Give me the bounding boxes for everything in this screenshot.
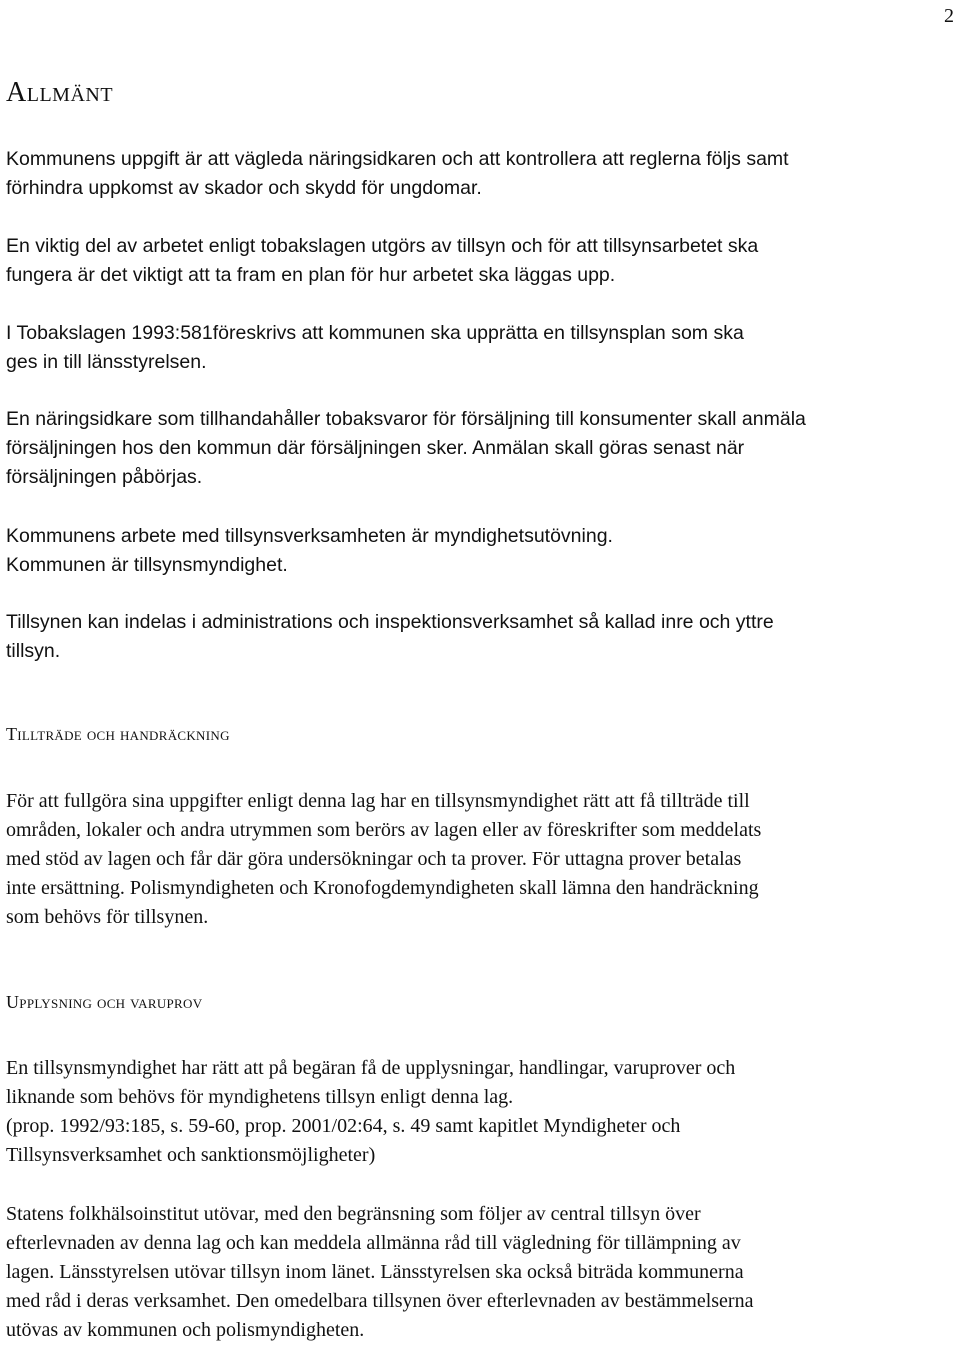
page-number: 2 xyxy=(944,5,954,27)
paragraph-line: En viktig del av arbetet enligt tobakslagen utgörs av tillsyn och för att tillsynsarbetet ska xyxy=(6,235,759,257)
paragraph-line: Statens folkhälsoinstitut utövar, med den begränsning som följer av central tillsyn över xyxy=(6,1203,701,1225)
paragraph-line: Kommunen är tillsynsmyndighet. xyxy=(6,554,288,576)
paragraph-line: som behövs för tillsynen. xyxy=(6,906,209,928)
section-heading-upplysning: Upplysning och varuprov xyxy=(6,992,203,1012)
section-heading-allmant: Allmänt xyxy=(6,77,114,108)
paragraph-line: En tillsynsmyndighet har rätt att på begäran få de upplysningar, handlingar, varuprover och xyxy=(6,1057,736,1079)
paragraph xyxy=(6,405,958,492)
paragraph-line: (prop. 1992/93:185, s. 59-60, prop. 2001/02:64, s. 49 samt kapitlet Myndigheter och xyxy=(6,1115,681,1137)
paragraph-line: Tillsynen kan indelas i administrations och inspektionsverksamhet så kallad inre och yttre xyxy=(6,611,774,633)
paragraph xyxy=(6,1054,958,1170)
paragraph-line: ges in till länsstyrelsen. xyxy=(6,351,207,373)
paragraph-line: En näringsidkare som tillhandahåller tobaksvaror för försäljning till konsumenter skall anmäla xyxy=(6,408,806,430)
paragraph xyxy=(6,232,958,290)
paragraph xyxy=(6,319,958,377)
paragraph-line: utövas av kommunen och polismyndigheten. xyxy=(6,1319,365,1341)
paragraph-line: inte ersättning. Polismyndigheten och Kronofogdemyndigheten skall lämna den handräckning xyxy=(6,877,759,899)
section-heading-tilltrade: Tillträde och handräckning xyxy=(6,724,230,744)
paragraph-line: tillsyn. xyxy=(6,640,61,662)
paragraph-line: För att fullgöra sina uppgifter enligt denna lag har en tillsynsmyndighet rätt att få tillträde till xyxy=(6,790,750,812)
paragraph-line: försäljningen påbörjas. xyxy=(6,466,203,488)
paragraph xyxy=(6,145,958,203)
paragraph-line: fungera är det viktigt att ta fram en plan för hur arbetet ska läggas upp. xyxy=(6,264,616,286)
paragraph-line: försäljningen hos den kommun där försäljningen sker. Anmälan skall göras senast när xyxy=(6,437,745,459)
paragraph-line: med råd i deras verksamhet. Den omedelbara tillsynen över efterlevnaden av bestämmelserna xyxy=(6,1290,754,1312)
paragraph-line: förhindra uppkomst av skador och skydd för ungdomar. xyxy=(6,177,482,199)
paragraph-line: Kommunens arbete med tillsynsverksamheten är myndighetsutövning. xyxy=(6,525,613,547)
paragraph xyxy=(6,1200,958,1345)
paragraph-line: Tillsynsverksamhet och sanktionsmöjligheter) xyxy=(6,1144,376,1166)
paragraph-line: områden, lokaler och andra utrymmen som berörs av lagen eller av föreskrifter som meddelats xyxy=(6,819,762,841)
paragraph-line: lagen. Länsstyrelsen utövar tillsyn inom länet. Länsstyrelsen ska också biträda kommunerna xyxy=(6,1261,744,1283)
paragraph-line: liknande som behövs för myndighetens tillsyn enligt denna lag. xyxy=(6,1086,514,1108)
paragraph-line: I Tobakslagen 1993:581föreskrivs att kommunen ska upprätta en tillsynsplan som ska xyxy=(6,322,744,344)
paragraph xyxy=(6,522,958,580)
paragraph-line: Kommunens uppgift är att vägleda näringsidkaren och att kontrollera att reglerna följs samt xyxy=(6,148,789,170)
paragraph xyxy=(6,608,958,666)
paragraph-line: med stöd av lagen och får där göra undersökningar och ta prover. För uttagna prover betalas xyxy=(6,848,742,870)
paragraph xyxy=(6,787,958,932)
paragraph-line: efterlevnaden av denna lag och kan meddela allmänna råd till vägledning för tillämpning av xyxy=(6,1232,741,1254)
